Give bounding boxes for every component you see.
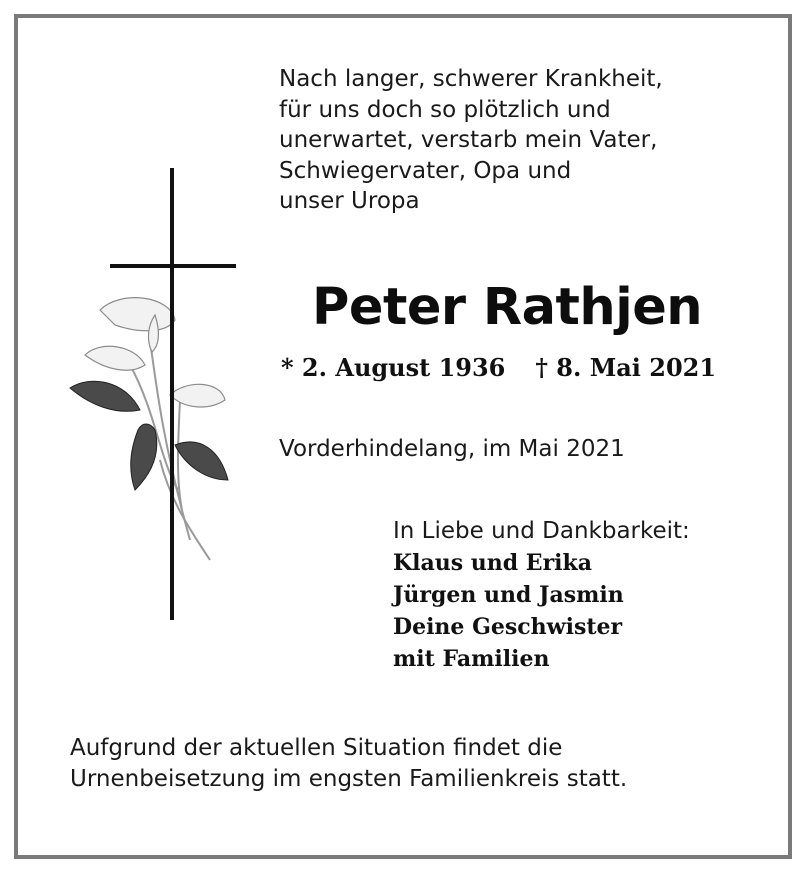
intro-line: für uns doch so plötzlich und (279, 96, 611, 123)
mourners-heading: In Liebe und Dankbarkeit: (393, 518, 690, 544)
notice-line: Urnenbeisetzung im engsten Familienkreis statt. (70, 766, 628, 792)
mourner-name: Klaus und Erika (393, 550, 593, 576)
intro-line: Nach langer, schwerer Krankheit, (279, 66, 663, 92)
birth-date: * 2. August 1936 (281, 353, 506, 382)
death-date: † 8. Mai 2021 (535, 353, 717, 382)
mourners-block (393, 515, 773, 675)
burial-notice (70, 733, 750, 795)
intro-line: Schwiegervater, Opa und (279, 157, 572, 184)
notice-line: Aufgrund der aktuellen Situation findet die (70, 735, 563, 761)
intro-line: unerwartet, verstarb mein Vater, (279, 127, 658, 153)
place-and-date: Vorderhindelang, im Mai 2021 (279, 436, 625, 462)
intro-line: unser Uropa (279, 188, 420, 214)
mourner-name: mit Familien (393, 646, 550, 672)
mourners-names (393, 547, 773, 675)
deceased-name: Peter Rathjen (312, 278, 703, 337)
mourner-name: Jürgen und Jasmin (393, 582, 624, 608)
cross-with-calla-lilies-icon (60, 160, 260, 630)
life-dates (281, 353, 761, 382)
intro-text (279, 64, 739, 217)
mourner-name: Deine Geschwister (393, 614, 623, 640)
